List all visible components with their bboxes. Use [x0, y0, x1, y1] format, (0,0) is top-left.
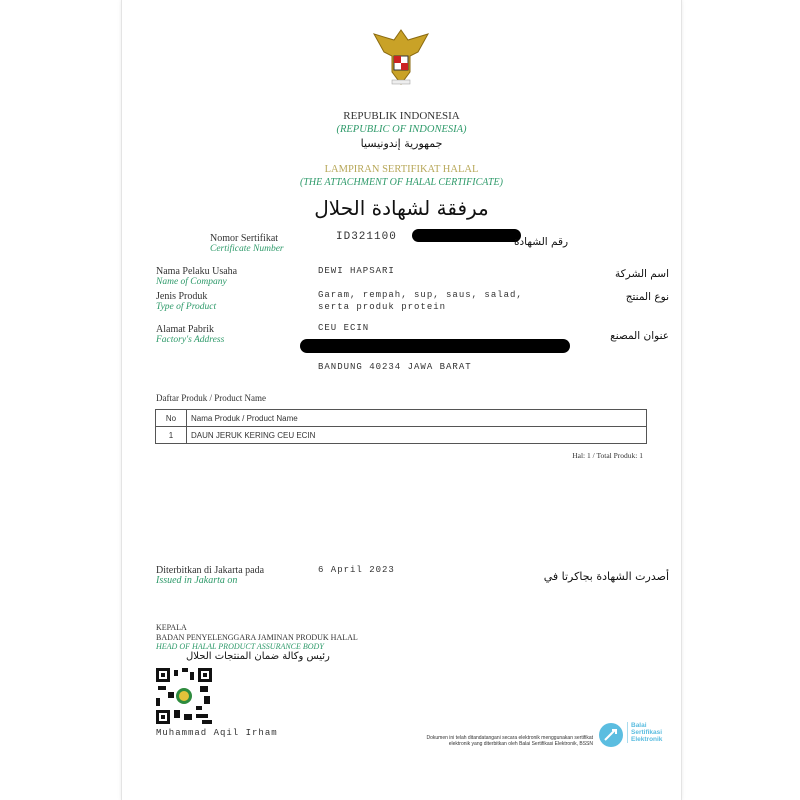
cert-number-label-en: Certificate Number — [210, 244, 284, 254]
factory-address-label-en: Factory's Address — [156, 335, 225, 345]
table-header-row — [156, 410, 647, 427]
issued-date: 6 April 2023 — [318, 565, 395, 575]
garuda-emblem-icon — [368, 26, 434, 88]
cert-number-label: Nomor Sertifikat — [210, 233, 279, 244]
factory-address-label-ar: عنوان المصنع — [610, 330, 669, 342]
product-type-value: Garam, rempah, sup, saus, salad, serta produk protein — [318, 290, 523, 312]
cert-number-label-ar: رقم الشهادة — [514, 236, 569, 248]
signatory-body: BADAN PENYELENGGARA JAMINAN PRODUK HALAL — [156, 633, 358, 642]
column-header-product-name: Nama Produk / Product Name — [187, 410, 647, 427]
bsre-logo-icon — [598, 722, 624, 748]
product-list-heading: Daftar Produk / Product Name — [156, 393, 266, 403]
table-row — [156, 427, 647, 444]
issued-label-en: Issued in Jakarta on — [156, 575, 238, 586]
product-no: 1 — [156, 427, 187, 444]
column-header-no: No — [156, 410, 187, 427]
document-title-en: (THE ATTACHMENT OF HALAL CERTIFICATE) — [300, 177, 503, 188]
product-name: DAUN JERUK KERING CEU ECIN — [187, 427, 647, 444]
cert-number-value: ID321100 — [336, 231, 397, 243]
issued-label-ar: أصدرت الشهادة بجاكرتا في — [543, 570, 669, 583]
factory-address-line1: CEU ECIN — [318, 323, 370, 333]
company-label-en: Name of Company — [156, 277, 227, 287]
product-type-label-ar: نوع المنتج — [625, 291, 669, 303]
company-value: DEWI HAPSARI — [318, 266, 395, 276]
company-label-ar: اسم الشركة — [615, 268, 669, 280]
product-type-label: Jenis Produk — [156, 291, 208, 302]
product-table — [155, 409, 647, 444]
redaction — [300, 339, 570, 353]
e-signature-note — [427, 735, 594, 747]
e-signature-note-line2: elektronik yang diterbitkan oleh Balai Sertifikasi Elektronik, BSSN — [448, 741, 593, 747]
signatory-body-en: HEAD OF HALAL PRODUCT ASSURANCE BODY — [156, 642, 324, 651]
issued-label: Diterbitkan di Jakarta pada — [156, 565, 265, 576]
e-signature-note-line1: Dokumen ini telah ditandatangani secara elektronik menggunakan sertifikat — [426, 735, 593, 741]
certificate-page — [121, 0, 682, 800]
qr-code-icon — [156, 668, 212, 724]
country-name-ar: جمهورية إندونيسيا — [360, 137, 443, 150]
bsre-logo-text — [627, 722, 662, 743]
signatory-body-ar: رئيس وكالة ضمان المنتجات الحلال — [186, 651, 330, 662]
factory-address-label: Alamat Pabrik — [156, 324, 215, 335]
bsre-text-2: Sertifikasi — [631, 729, 663, 736]
factory-address-line3: BANDUNG 40234 JAWA BARAT — [318, 362, 472, 372]
redaction — [412, 229, 521, 242]
country-name-en: (REPUBLIC OF INDONESIA) — [336, 124, 467, 135]
product-type-label-en: Type of Product — [156, 302, 217, 312]
signatory-title: KEPALA — [156, 623, 187, 632]
company-label: Nama Pelaku Usaha — [156, 266, 238, 277]
document-title: LAMPIRAN SERTIFIKAT HALAL — [324, 164, 479, 175]
signatory-name: Muhammad Aqil Irham — [156, 728, 278, 738]
document-title-ar: مرفقة لشهادة الحلال — [314, 196, 489, 220]
bsre-text-1: Balai — [631, 722, 647, 729]
page-info: Hal: 1 / Total Produk: 1 — [572, 451, 643, 460]
bsre-text-3: Elektronik — [631, 736, 663, 743]
country-name: REPUBLIK INDONESIA — [343, 110, 460, 122]
